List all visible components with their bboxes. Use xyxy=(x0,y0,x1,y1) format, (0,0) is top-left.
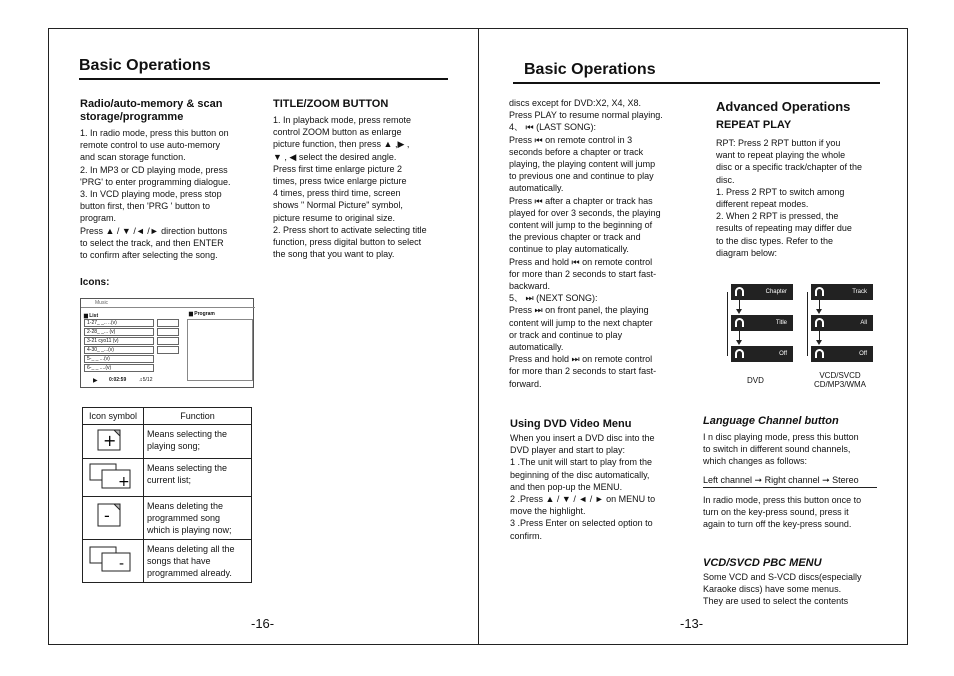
vcd-label xyxy=(812,371,868,389)
text-line: 1. Press 2 RPT to switch among xyxy=(716,186,845,197)
arrow-down-icon xyxy=(736,340,742,345)
arrow-down-icon xyxy=(736,309,742,314)
row-text xyxy=(144,459,252,497)
text-line: 2. In MP3 or CD playing mode, press xyxy=(80,164,228,175)
pbc-heading: VCD/SVCD PBC MENU xyxy=(703,557,822,569)
repeat-diagram xyxy=(725,280,885,395)
repeat-mode-box xyxy=(731,346,793,362)
dvd-label: DVD xyxy=(747,376,764,385)
screen-track: ♫5/12 xyxy=(139,377,153,383)
text-line: I n disc playing mode, press this button xyxy=(703,432,859,442)
repeat-mode-label: Track xyxy=(852,289,867,295)
text-line: times, press twice enlarge picture xyxy=(273,176,407,187)
text-line: automatically. xyxy=(509,183,564,194)
repeat-icon xyxy=(815,318,824,327)
repeat-icon xyxy=(815,287,824,296)
repeat-mode-label: All xyxy=(860,320,867,326)
repeat-mode-label: Off xyxy=(779,351,787,357)
row-line: which is playing now; xyxy=(147,525,232,535)
row-line: current list; xyxy=(147,475,192,485)
program-panel xyxy=(187,319,253,381)
text-line: confirm. xyxy=(510,530,543,541)
text-line: forward. xyxy=(509,378,542,389)
text-line: program. xyxy=(80,213,117,224)
text-line: Press first time enlarge picture 2 xyxy=(273,163,403,174)
language-text xyxy=(703,431,883,468)
vcd-label-line2: CD/MP3/WMA xyxy=(814,380,866,389)
table-row xyxy=(83,497,252,540)
text-line: played for over 3 seconds, the playing xyxy=(509,207,661,218)
text-line: button first, then 'PRG ' button to xyxy=(80,201,211,212)
screen-song-row: 2-28_ _... (v) xyxy=(84,328,154,336)
text-line: Some VCD and S-VCD discs(especially xyxy=(703,572,862,582)
text-line: disc. xyxy=(716,174,735,185)
vcd-label-line1: VCD/SVCD xyxy=(819,371,861,380)
row-line: programmed song xyxy=(147,513,221,523)
page-divider xyxy=(478,28,479,645)
text-line: and scan storage function. xyxy=(80,152,186,163)
add-current-list-icon xyxy=(83,459,144,497)
text-line: 1. In playback mode, press remote xyxy=(273,115,412,125)
row-line: Means selecting the xyxy=(147,463,228,473)
repeat-mode-box xyxy=(811,346,873,362)
table-row xyxy=(83,540,252,583)
text-line: and then pop-up the MENU. xyxy=(510,481,623,492)
repeat-text xyxy=(716,137,886,259)
repeat-mode-box xyxy=(731,315,793,331)
icon-table-header xyxy=(83,408,252,425)
text-line: different repeat modes. xyxy=(716,199,809,210)
text-line: shows " Normal Picture" symbol, xyxy=(273,200,403,211)
repeat-play-heading: REPEAT PLAY xyxy=(716,119,792,131)
text-line: backward. xyxy=(509,281,551,292)
text-line: 3 .Press Enter on selected option to xyxy=(510,518,653,529)
row-text xyxy=(144,540,252,583)
row-text xyxy=(144,497,252,540)
text-line: move the highlight. xyxy=(510,506,586,517)
text-line: to confirm after selecting the song. xyxy=(80,250,218,261)
channel-underline xyxy=(703,487,877,488)
track-count: 5/12 xyxy=(142,377,153,383)
text-line: 1. In radio mode, press this button on xyxy=(80,128,229,138)
screen-col-c xyxy=(157,337,179,345)
title-zoom-heading: TITLE/ZOOM BUTTON xyxy=(273,98,389,110)
text-line: turn on the key-press sound, press it xyxy=(703,507,849,518)
repeat-mode-box xyxy=(811,315,873,331)
screen-list-label: ▆ List xyxy=(84,313,99,319)
screen-col-b xyxy=(157,328,179,336)
text-line: for more than 2 seconds to start fast- xyxy=(509,268,657,279)
row-line: programmed already. xyxy=(147,568,232,578)
radio-text xyxy=(80,127,270,261)
program-label-text: Program xyxy=(194,311,215,317)
repeat-icon xyxy=(735,318,744,327)
text-line: automatically. xyxy=(509,342,564,353)
text-line: seconds before a chapter or track xyxy=(509,146,644,157)
header-function: Function xyxy=(144,408,252,425)
radio-heading-line1: Radio/auto-memory & scan xyxy=(80,98,223,110)
table-row xyxy=(83,425,252,459)
text-line: 2. Press short to activate selecting title xyxy=(273,224,427,235)
text-line: Press PLAY to resume normal playing. xyxy=(509,110,663,121)
text-line: 4 times, press third time, screen xyxy=(273,188,401,199)
play-icon: ▶ xyxy=(93,378,98,384)
delete-playing-icon xyxy=(83,497,144,540)
right-page-title: Basic Operations xyxy=(524,61,656,78)
icon-table xyxy=(82,407,252,583)
text-line: remote control to use auto-memory xyxy=(80,140,221,151)
text-line: picture function, then press ▲ ,▶ , xyxy=(273,139,410,150)
arrow-down-icon xyxy=(816,309,822,314)
text-line: to switch in different sound channels, xyxy=(703,444,851,455)
repeat-mode-box xyxy=(731,284,793,300)
text-line: control ZOOM button as enlarge xyxy=(273,127,402,138)
language-heading: Language Channel button xyxy=(703,415,839,427)
text-line: beginning of the disc automatically, xyxy=(510,469,650,480)
text-line: Press ⏮ after a chapter or track has xyxy=(509,195,653,206)
svg-text:+: + xyxy=(118,474,130,490)
text-line: They are used to select the contents xyxy=(703,596,849,607)
svg-text:-: - xyxy=(104,506,110,525)
left-title-rule xyxy=(79,78,448,80)
delete-all-icon xyxy=(83,540,144,583)
text-line: playing, the playing content will jump xyxy=(509,159,656,170)
header-icon-symbol: Icon symbol xyxy=(83,408,144,425)
svg-text:+: + xyxy=(103,431,117,450)
row-line: Means deleting all the xyxy=(147,544,235,554)
text-line: RPT: Press 2 RPT button if you xyxy=(716,138,841,148)
repeat-mode-box xyxy=(811,284,873,300)
text-line: to the disc types. Refer to the xyxy=(716,235,834,246)
text-line: want to repeat playing the whole xyxy=(716,150,846,161)
arrow-down-icon xyxy=(816,340,822,345)
radio-heading xyxy=(80,98,260,124)
repeat-mode-label: Off xyxy=(859,351,867,357)
row-text xyxy=(144,425,252,459)
text-line: 1 .The unit will start to play from the xyxy=(510,457,653,468)
text-line: again to turn off the key-press sound. xyxy=(703,519,852,530)
dvd-menu-heading: Using DVD Video Menu xyxy=(510,418,632,430)
text-line: 2. When 2 RPT is pressed, the xyxy=(716,211,839,222)
repeat-mode-label: Chapter xyxy=(765,289,787,295)
row-line: Means selecting the xyxy=(147,429,228,439)
table-row xyxy=(83,459,252,497)
row-line: playing song; xyxy=(147,441,201,451)
text-line: DVD player and start to play: xyxy=(510,445,626,456)
text-line: Press ⏭ on front panel, the playing xyxy=(509,305,649,316)
row-line: Means deleting the xyxy=(147,501,224,511)
dvd-menu-text xyxy=(510,432,700,542)
screen-header-rule xyxy=(81,307,255,308)
text-line: In radio mode, press this button once to xyxy=(703,495,862,505)
screen-time: 0:02:59 xyxy=(109,377,127,383)
loop-back-line xyxy=(807,292,808,356)
text-line: to select the track, and then ENTER xyxy=(80,237,224,248)
repeat-icon xyxy=(815,349,824,358)
text-line: Press ▲ / ▼ /◄ /► direction buttons xyxy=(80,225,228,236)
skip-text xyxy=(509,97,699,390)
repeat-icon xyxy=(735,349,744,358)
text-line: the previous chapter or track and xyxy=(509,232,641,243)
screen-col-a xyxy=(157,319,179,327)
screen-program-label: ▆ Program xyxy=(189,311,215,317)
text-line: content will jump to the beginning of xyxy=(509,220,653,231)
text-line: results of repeating may differ due xyxy=(716,223,852,234)
row-line: songs that have xyxy=(147,556,211,566)
text-line: 3. In VCD playing mode, press stop xyxy=(80,189,222,200)
pbc-text xyxy=(703,571,885,608)
text-line: ▼ , ◀ select the desired angle. xyxy=(273,151,397,162)
repeat-mode-label: Title xyxy=(775,320,787,326)
text-line: to previous one and continue to play xyxy=(509,171,654,182)
text-line: Karaoke discs) have some menus. xyxy=(703,584,842,595)
advanced-heading: Advanced Operations xyxy=(716,99,851,114)
text-line: Press ⏮ on remote control in 3 xyxy=(509,134,633,145)
text-line: for more than 2 seconds to start fast- xyxy=(509,366,657,377)
repeat-icon xyxy=(735,287,744,296)
svg-text:-: - xyxy=(119,556,125,572)
text-line: function, press digital button to select xyxy=(273,237,422,248)
text-line: When you insert a DVD disc into the xyxy=(510,433,655,443)
screen-col-d xyxy=(157,346,179,354)
left-page-number: -16- xyxy=(251,616,275,631)
text-line: 4、 ⏮ (LAST SONG): xyxy=(509,122,596,133)
screen-song-row: 4-30_ _...(v) xyxy=(84,346,154,354)
add-playing-icon xyxy=(83,425,144,459)
loop-back-line xyxy=(727,292,728,356)
text-line: disc or a specific track/chapter of the xyxy=(716,162,863,173)
text-line: content will jump to the next chapter xyxy=(509,317,653,328)
radio-heading-line2: storage/programme xyxy=(80,111,184,123)
text-line: Press and hold ⏭ on remote control xyxy=(509,354,653,365)
text-line: 2 .Press ▲ / ▼ / ◄ / ► on MENU to xyxy=(510,494,656,505)
title-zoom-text xyxy=(273,114,453,260)
screen-song-row: 6-_ _ ....(v) xyxy=(84,364,154,372)
text-line: continue to play automatically. xyxy=(509,244,629,255)
text-line: Press and hold ⏮ on remote control xyxy=(509,256,653,267)
screen-song-row: 5-_ _ ...(v) xyxy=(84,355,154,363)
screen-song-row: 1-27_ _.. ..(v) xyxy=(84,319,154,327)
screen-song-row: 3-21 cyo11 (v) xyxy=(84,337,154,345)
text-line: which changes as follows: xyxy=(703,456,808,467)
text-line: 5、 ⏭ (NEXT SONG): xyxy=(509,293,598,304)
list-label-text: List xyxy=(89,313,99,319)
text-line: or track and continue to play xyxy=(509,329,623,340)
music-screen xyxy=(80,298,254,388)
channel-chain: Left channel ➞ Right channel ➞ Stereo xyxy=(703,475,859,485)
screen-header: Music xyxy=(95,300,109,306)
text-line: diagram below: xyxy=(716,247,778,258)
right-page-number: -13- xyxy=(680,616,704,631)
text-line: discs except for DVD:X2, X4, X8. xyxy=(509,98,642,108)
text-line: picture resume to original size. xyxy=(273,212,396,223)
text-line: 'PRG' to enter programming dialogue. xyxy=(80,176,231,187)
left-page-title: Basic Operations xyxy=(79,57,211,74)
icons-label: Icons: xyxy=(80,277,110,288)
language-text-2 xyxy=(703,494,885,531)
text-line: the song that you want to play. xyxy=(273,249,395,260)
right-title-rule xyxy=(513,82,880,84)
